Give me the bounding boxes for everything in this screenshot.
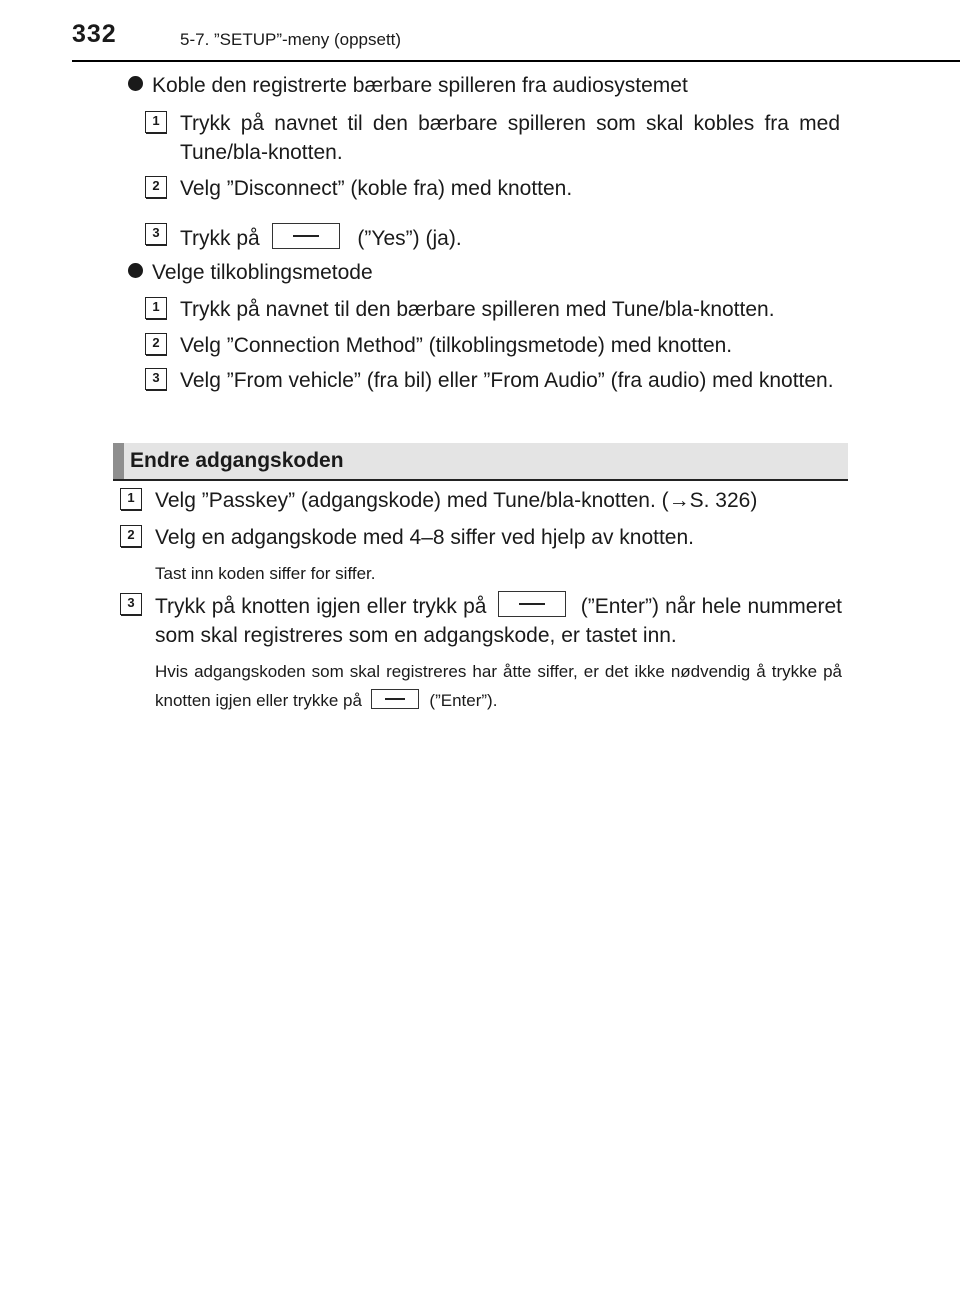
step-text: Trykk på navnet til den bærbare spilleren med Tune/bla-knotten. bbox=[180, 298, 775, 321]
heading-text: Velge tilkoblingsmetode bbox=[152, 261, 373, 284]
subheading-rule bbox=[113, 479, 848, 481]
step-text: Velg ”Passkey” (adgangskode) med Tune/bla-knotten. (→S. 326) bbox=[155, 489, 758, 512]
enter-button[interactable] bbox=[498, 591, 566, 617]
enter-button-small[interactable] bbox=[371, 689, 419, 709]
step-badge: 1 bbox=[145, 297, 167, 319]
bullet-heading-disconnect bbox=[128, 71, 688, 100]
subheading-title: Endre adgangskoden bbox=[130, 449, 344, 472]
note-text-after: (”Enter”). bbox=[429, 691, 498, 710]
step-text bbox=[155, 591, 842, 650]
step-text: Velg en adgangskode med 4–8 siffer ved hjelp av knotten. bbox=[155, 526, 694, 549]
step-text-after: (”Yes”) (ja). bbox=[357, 227, 462, 250]
step-text: Velg ”From vehicle” (fra bil) eller ”From Audio” (fra audio) med knotten. bbox=[180, 369, 834, 392]
page-number: 332 bbox=[72, 20, 117, 48]
step-text: Velg ”Connection Method” (tilkoblingsmetode) med knotten. bbox=[180, 334, 733, 357]
heading-text: Koble den registrerte bærbare spilleren fra audiosystemet bbox=[152, 74, 688, 97]
step-badge: 1 bbox=[145, 111, 167, 133]
step-badge: 3 bbox=[145, 368, 167, 390]
step-text-before: Trykk på bbox=[180, 227, 260, 250]
bullet-dot-icon bbox=[128, 76, 143, 91]
step-note: Tast inn koden siffer for siffer. bbox=[155, 564, 376, 583]
step-text: Velg ”Disconnect” (koble fra) med knotten. bbox=[180, 177, 573, 200]
bullet-dot-icon bbox=[128, 263, 143, 278]
step-text-before: Trykk på knotten igjen eller trykk på bbox=[155, 595, 487, 618]
section-title: 5-7. ”SETUP”-meny (oppsett) bbox=[180, 30, 402, 49]
step-badge: 3 bbox=[145, 223, 167, 245]
bullet-heading-connection bbox=[128, 258, 373, 287]
step-note bbox=[155, 657, 842, 715]
note-text-before: Hvis adgangskoden som skal registreres har åtte siffer, er det ikke nødvendig å trykke på knotten igjen eller trykke på bbox=[155, 662, 842, 710]
dash-icon bbox=[293, 235, 319, 237]
step-badge: 2 bbox=[120, 525, 142, 547]
step-badge: 2 bbox=[145, 176, 167, 198]
step-text bbox=[180, 223, 840, 253]
step-badge: 2 bbox=[145, 333, 167, 355]
step-text: Trykk på navnet til den bærbare spilleren som skal kobles fra med Tune/bla-knotten. bbox=[180, 112, 840, 164]
step-badge: 1 bbox=[120, 488, 142, 510]
yes-button[interactable] bbox=[272, 223, 340, 249]
step-text-after: (”Enter”) når hele nummeret som skal registreres som en adgangskode, er tastet inn. bbox=[155, 595, 842, 647]
dash-icon bbox=[519, 603, 545, 605]
step-badge: 3 bbox=[120, 593, 142, 615]
subheading-box bbox=[113, 443, 848, 479]
header-rule bbox=[72, 60, 960, 62]
dash-icon bbox=[385, 698, 405, 700]
